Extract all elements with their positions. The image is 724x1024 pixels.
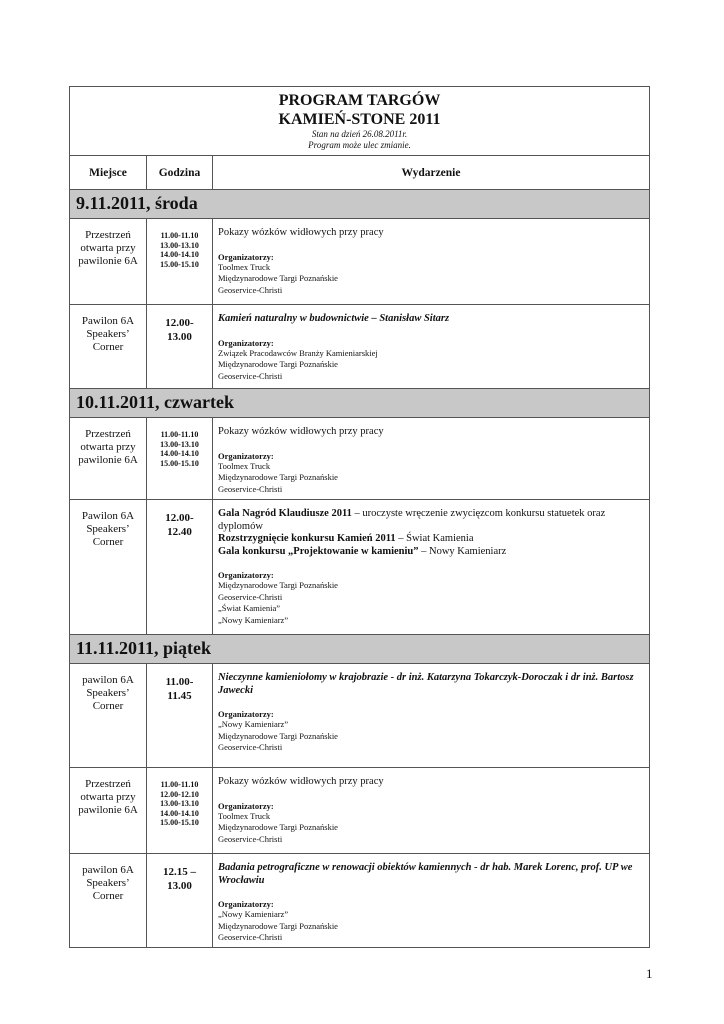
- day-heading: 11.11.2011, piątek: [70, 635, 650, 664]
- event-bold: Rozstrzygnięcie konkursu Kamień 2011: [218, 533, 396, 544]
- time-line: 11.00-11.10: [160, 430, 199, 439]
- place-line: pawilonie 6A: [78, 454, 138, 466]
- place-line: Speakers’: [86, 877, 130, 889]
- column-header-row: [70, 156, 650, 190]
- time-cell: [147, 768, 213, 854]
- place-line: Pawilon 6A: [81, 315, 135, 327]
- time-line: 13.00-13.10: [160, 439, 199, 449]
- place-line: pawilonie 6A: [78, 255, 138, 267]
- organizer: Geoservice-Christi: [218, 483, 283, 494]
- event-title: Pokazy wózków widłowych przy pracy: [218, 227, 384, 238]
- table-row: [70, 219, 650, 305]
- time-line: 13.00-13.10: [160, 240, 199, 250]
- event-cell: [213, 500, 650, 635]
- place-line: otwarta przy: [80, 791, 136, 803]
- organizer: Międzynarodowe Targi Poznańskie: [218, 359, 338, 369]
- event-rest: – Świat Kamienia: [395, 533, 474, 544]
- time-cell: [147, 219, 213, 305]
- time-cell: [147, 854, 213, 948]
- time-line: 12.15 –: [163, 866, 196, 878]
- time-line: 14.00-14.10: [160, 250, 199, 259]
- event-cell: [213, 219, 650, 305]
- change-note: Program może ulec zmianie.: [308, 140, 411, 150]
- organizers-label: Organizatorzy:: [218, 251, 274, 262]
- title-block: [70, 87, 650, 156]
- organizer: Związek Pracodawców Branży Kamieniarskiej: [218, 347, 378, 358]
- table-row: [70, 854, 650, 948]
- time-line: 11.00-11.10: [160, 231, 199, 240]
- event-rest: – Nowy Kamieniarz: [418, 545, 507, 557]
- place-cell: [70, 854, 147, 948]
- place-cell: [70, 305, 147, 389]
- organizer: Toolmex Truck: [218, 810, 271, 821]
- place-line: otwarta przy: [80, 242, 136, 254]
- time-line: 15.00-15.10: [160, 818, 199, 827]
- time-line: 14.00-14.10: [160, 449, 199, 458]
- time-cell: [147, 305, 213, 389]
- time-line: 12.00-: [165, 512, 194, 524]
- organizers-label: Organizatorzy:: [218, 899, 274, 909]
- time-line: 11.45: [167, 690, 192, 702]
- place-line: Speakers’: [86, 687, 130, 699]
- time-cell: [147, 664, 213, 768]
- place-line: pawilonie 6A: [78, 804, 138, 816]
- place-line: Przestrzeń: [85, 229, 131, 241]
- table-row: [70, 664, 650, 768]
- time-line: 13.00-13.10: [160, 799, 199, 808]
- program-title: PROGRAM TARGÓW: [278, 92, 441, 109]
- event-title: Pokazy wózków widłowych przy pracy: [218, 426, 384, 437]
- organizers-label: Organizatorzy:: [218, 800, 274, 811]
- place-line: pawilon 6A: [82, 674, 134, 686]
- event-title: Nieczynne kamieniołomy w krajobrazie - dr inż. Katarzyna Tokarczyk-Doroczak i dr inż. Bartosz Jawecki: [218, 672, 634, 696]
- event-line: [218, 508, 643, 533]
- event-line: [218, 546, 643, 559]
- organizers-label: Organizatorzy:: [218, 337, 274, 348]
- organizer: Międzynarodowe Targi Poznańskie: [218, 273, 338, 283]
- time-line: 15.00-15.10: [160, 458, 199, 468]
- fair-name: KAMIEŃ-STONE 2011: [278, 111, 441, 128]
- column-header-place: Miejsce: [70, 156, 147, 190]
- organizer: Międzynarodowe Targi Poznańskie: [218, 472, 338, 482]
- organizer: „Świat Kamienia”: [218, 603, 281, 613]
- organizers-label: Organizatorzy:: [218, 709, 274, 719]
- event-rest: – uroczyste wręczenie zwycięzcom konkursu statuetek oraz dyplomów: [218, 508, 606, 532]
- organizer: „Nowy Kamieniarz”: [218, 909, 289, 919]
- place-cell: [70, 768, 147, 854]
- event-title: Kamień naturalny w budownictwie – Stanisław Sitarz: [218, 313, 450, 324]
- organizers-label: Organizatorzy:: [218, 570, 274, 580]
- time-cell: [147, 418, 213, 500]
- page-number: 1: [646, 966, 653, 981]
- time-line: 11.00-11.10: [160, 780, 199, 789]
- time-line: 15.00-15.10: [160, 259, 199, 269]
- organizer: Toolmex Truck: [218, 261, 271, 272]
- place-line: Pawilon 6A: [81, 510, 135, 522]
- organizer: Geoservice-Christi: [218, 591, 283, 602]
- organizer: Geoservice-Christi: [218, 742, 283, 752]
- place-line: pawilon 6A: [82, 864, 134, 876]
- organizer: Geoservice-Christi: [218, 932, 283, 942]
- place-line: Przestrzeń: [85, 778, 131, 790]
- place-line: Speakers’: [86, 523, 130, 535]
- program-document: [69, 86, 649, 948]
- organizer: Geoservice-Christi: [218, 833, 283, 844]
- event-bold: Gala Nagród Klaudiusze 2011: [218, 508, 352, 519]
- organizer: Międzynarodowe Targi Poznańskie: [218, 580, 338, 590]
- time-cell: [147, 500, 213, 635]
- organizer: „Nowy Kamieniarz”: [218, 614, 289, 625]
- place-line: Corner: [92, 890, 124, 902]
- event-cell: [213, 305, 650, 389]
- time-line: 12.40: [167, 526, 192, 538]
- time-line: 11.00-: [165, 676, 194, 688]
- organizer: Geoservice-Christi: [218, 370, 283, 381]
- place-cell: [70, 418, 147, 500]
- program-table: [69, 86, 650, 948]
- table-row: [70, 500, 650, 635]
- event-title: Pokazy wózków widłowych przy pracy: [218, 776, 384, 787]
- place-cell: [70, 500, 147, 635]
- time-line: 12.00-12.10: [160, 789, 199, 799]
- event-cell: [213, 664, 650, 768]
- time-line: 13.00: [167, 880, 192, 892]
- event-line: [218, 533, 643, 546]
- place-cell: [70, 664, 147, 768]
- place-line: otwarta przy: [80, 441, 136, 453]
- organizer: Toolmex Truck: [218, 460, 271, 471]
- organizer: Międzynarodowe Targi Poznańskie: [218, 730, 338, 741]
- place-line: Corner: [92, 536, 124, 548]
- organizer: Geoservice-Christi: [218, 284, 283, 295]
- event-cell: [213, 418, 650, 500]
- event-cell: [213, 768, 650, 854]
- place-line: Speakers’: [86, 328, 130, 340]
- place-cell: [70, 219, 147, 305]
- organizers-label: Organizatorzy:: [218, 450, 274, 461]
- column-header-event: Wydarzenie: [213, 156, 650, 190]
- place-line: Corner: [92, 341, 124, 353]
- day-heading: 10.11.2011, czwartek: [70, 389, 650, 418]
- column-header-time: Godzina: [147, 156, 213, 190]
- organizer: Międzynarodowe Targi Poznańskie: [218, 822, 338, 832]
- table-row: [70, 418, 650, 500]
- time-line: 12.00-: [165, 317, 194, 329]
- organizer: Międzynarodowe Targi Poznańskie: [218, 920, 338, 931]
- event-title: Badania petrograficzne w renowacji obiektów kamiennych - dr hab. Marek Lorenc, prof. UP we Wrocławiu: [218, 862, 633, 886]
- table-row: [70, 768, 650, 854]
- place-line: Przestrzeń: [85, 428, 131, 440]
- table-row: [70, 305, 650, 389]
- status-date: Stan na dzień 26.08.2011r.: [311, 129, 408, 139]
- time-line: 14.00-14.10: [160, 808, 199, 818]
- day-heading: 9.11.2011, środa: [70, 190, 650, 219]
- organizer: „Nowy Kamieniarz”: [218, 719, 289, 729]
- event-bold: Gala konkursu „Projektowanie w kamieniu”: [218, 545, 419, 557]
- place-line: Corner: [92, 700, 124, 712]
- time-line: 13.00: [167, 331, 192, 343]
- event-cell: [213, 854, 650, 948]
